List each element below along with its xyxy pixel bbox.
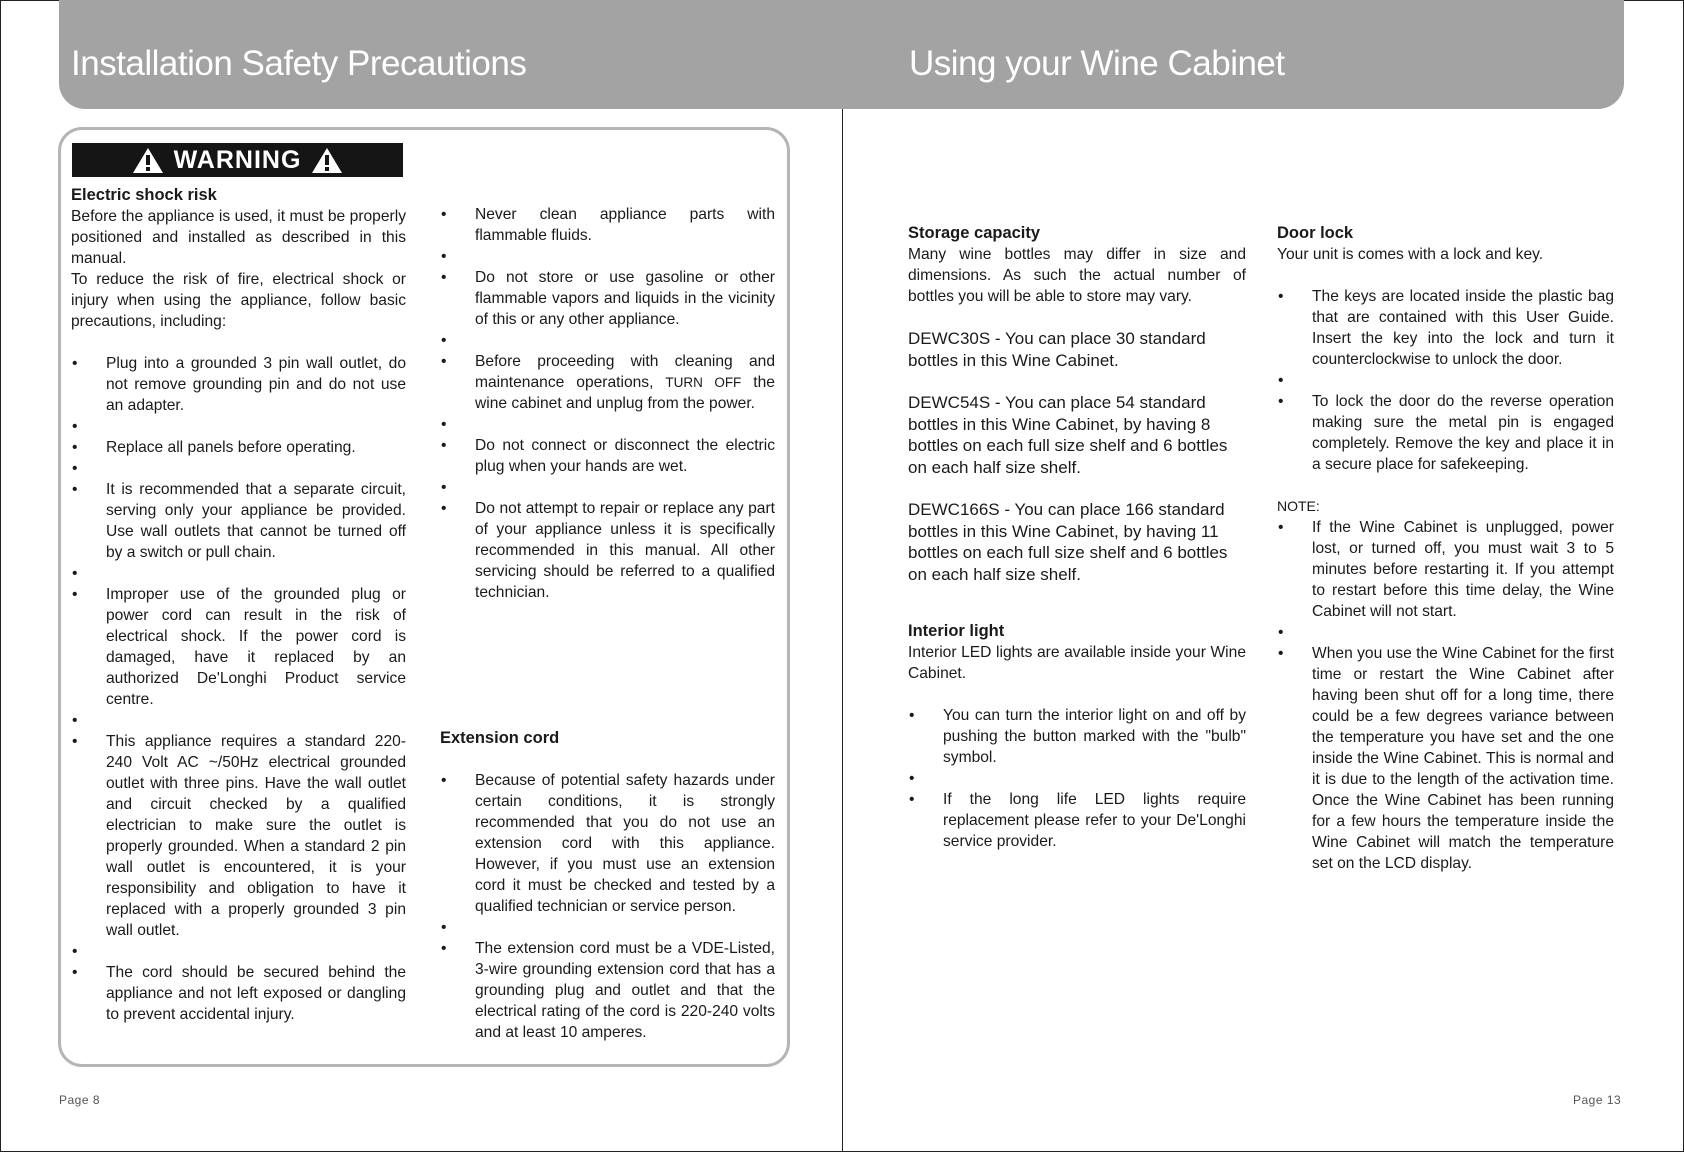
electric-shock-intro-1: Before the appliance is used, it must be properly positioned and installed as described in this manual. [71, 208, 406, 267]
storage-model-dewc30s: DEWC30S - You can place 30 standard bottles in this Wine Cabinet. [908, 329, 1206, 370]
storage-model-dewc54s: DEWC54S - You can place 54 standard bottles in this Wine Cabinet, by having 8 bottles on each full size shelf and 6 bottles on each half size shelf. [908, 393, 1228, 477]
warning-label: WARNING [173, 145, 302, 174]
note-list [1277, 517, 1614, 874]
right-page-title: Using your Wine Cabinet [909, 44, 1285, 83]
list-item: • The extension cord must be a VDE-Listed, 3-wire grounding extension cord that has a grounding plug and outlet and that the electrical rating of the cord is 220-240 volts and at least 10 amperes. [440, 938, 775, 1043]
warning-triangle-icon [132, 147, 164, 174]
left-page-number: Page 8 [59, 1093, 101, 1107]
door-lock-list [1277, 286, 1614, 475]
page-divider [842, 0, 843, 1152]
interior-light-list [908, 705, 1246, 852]
left-header-bar [59, 0, 843, 109]
list-item: • Do not connect or disconnect the electric plug when your hands are wet. [440, 435, 775, 477]
interior-light-heading: Interior light [908, 622, 1005, 640]
storage-capacity-intro: Many wine bottles may differ in size and dimensions. As such the actual number of bottles you will be able to store may vary. [908, 246, 1246, 305]
warning-banner [72, 143, 403, 177]
list-item: • Never clean appliance parts with flammable fluids. [440, 204, 775, 246]
turn-off-text-after: the wine cabinet and unplug from the power. [475, 374, 775, 412]
list-item [440, 351, 775, 414]
door-lock-intro: Your unit is comes with a lock and key. [1277, 246, 1544, 263]
storage-capacity-section [908, 223, 1246, 585]
storage-capacity-heading: Storage capacity [908, 224, 1041, 242]
list-item: • It is recommended that a separate circuit, serving only your appliance be provided. Use wall outlets that cannot be turned off by a switch or pull chain. [71, 479, 406, 563]
door-lock-section [1277, 223, 1614, 874]
list-item: • Plug into a grounded 3 pin wall outlet, do not remove grounding pin and do not use an adapter. [71, 353, 406, 416]
list-item: • The cord should be secured behind the appliance and not left exposed or dangling to prevent accidental injury. [71, 962, 406, 1025]
list-item: • Do not attempt to repair or replace any part of your appliance unless it is specifically recommended in this manual. All other servicing should be referred to a qualified technician. [440, 498, 775, 603]
electric-shock-list [71, 353, 406, 1025]
list-item: • This appliance requires a standard 220-240 Volt AC ~/50Hz electrical grounded outlet with three pins. Have the wall outlet and circuit checked by a qualified electrician to make sure the outlet is properly grounded. When a standard 2 pin wall outlet is encountered, it is your responsibility and obligation to have it replaced with a properly grounded 3 pin wall outlet. [71, 731, 406, 941]
extension-cord-heading: Extension cord [440, 729, 560, 747]
warning-triangle-icon [311, 147, 343, 174]
list-item: • When you use the Wine Cabinet for the first time or restart the Wine Cabinet after having been shut off for a long time, there could be a few degrees variance between the temperature you have set and the one inside the Wine Cabinet. This is normal and it is due to the length of the activation time. Once the Wine Cabinet has been running for a few hours the temperature inside the Wine Cabinet will match the temperature set on the LCD display. [1277, 643, 1614, 874]
electric-shock-heading: Electric shock risk [71, 186, 217, 204]
list-item: • Because of potential safety hazards under certain conditions, it is strongly recommended that you do not use an extension cord with this appliance. However, if you must use an extension cord it must be checked and tested by a qualified technician or service person. [440, 770, 775, 917]
general-precautions-section [440, 204, 775, 603]
right-header-bar [843, 0, 1624, 109]
extension-cord-list [440, 770, 775, 1043]
extension-cord-section [440, 728, 775, 1043]
list-item: • To lock the door do the reverse operation making sure the metal pin is engaged completely. Remove the key and place it in a secure place for safekeeping. [1277, 391, 1614, 475]
storage-model-dewc166s: DEWC166S - You can place 166 standard bottles in this Wine Cabinet, by having 11 bottles on each full size shelf and 6 bottles on each half size shelf. [908, 500, 1228, 584]
right-page-number: Page 13 [1573, 1093, 1622, 1107]
interior-light-intro: Interior LED lights are available inside your Wine Cabinet. [908, 644, 1246, 682]
electric-shock-section [71, 185, 406, 1025]
list-item: • Do not store or use gasoline or other flammable vapors and liquids in the vicinity of this or any other appliance. [440, 267, 775, 330]
left-page-title: Installation Safety Precautions [71, 44, 527, 83]
turn-off-caps: TURN OFF [665, 375, 742, 390]
note-label: NOTE: [1277, 498, 1320, 514]
list-item: • Replace all panels before operating. [71, 437, 406, 458]
list-item: • If the long life LED lights require replacement please refer to your De'Longhi service provider. [908, 789, 1246, 852]
list-item: • The keys are located inside the plastic bag that are contained with this User Guide. Insert the key into the lock and turn it counterclockwise to unlock the door. [1277, 286, 1614, 370]
list-item: • You can turn the interior light on and off by pushing the button marked with the "bulb" symbol. [908, 705, 1246, 768]
list-item: • Improper use of the grounded plug or power cord can result in the risk of electrical shock. If the power cord is damaged, have it replaced by an authorized De'Longhi Product service centre. [71, 584, 406, 710]
turn-off-text-before: Before proceeding with cleaning and maintenance operations, [475, 353, 775, 391]
electric-shock-intro-2: To reduce the risk of fire, electrical shock or injury when using the appliance, follow basic precautions, including: [71, 271, 406, 330]
door-lock-heading: Door lock [1277, 224, 1354, 242]
list-item: • If the Wine Cabinet is unplugged, power lost, or turned off, you must wait 3 to 5 minutes before restarting it. If you attempt to restart before this time delay, the Wine Cabinet will not start. [1277, 517, 1614, 622]
interior-light-section [908, 621, 1246, 852]
general-precautions-list [440, 204, 775, 603]
